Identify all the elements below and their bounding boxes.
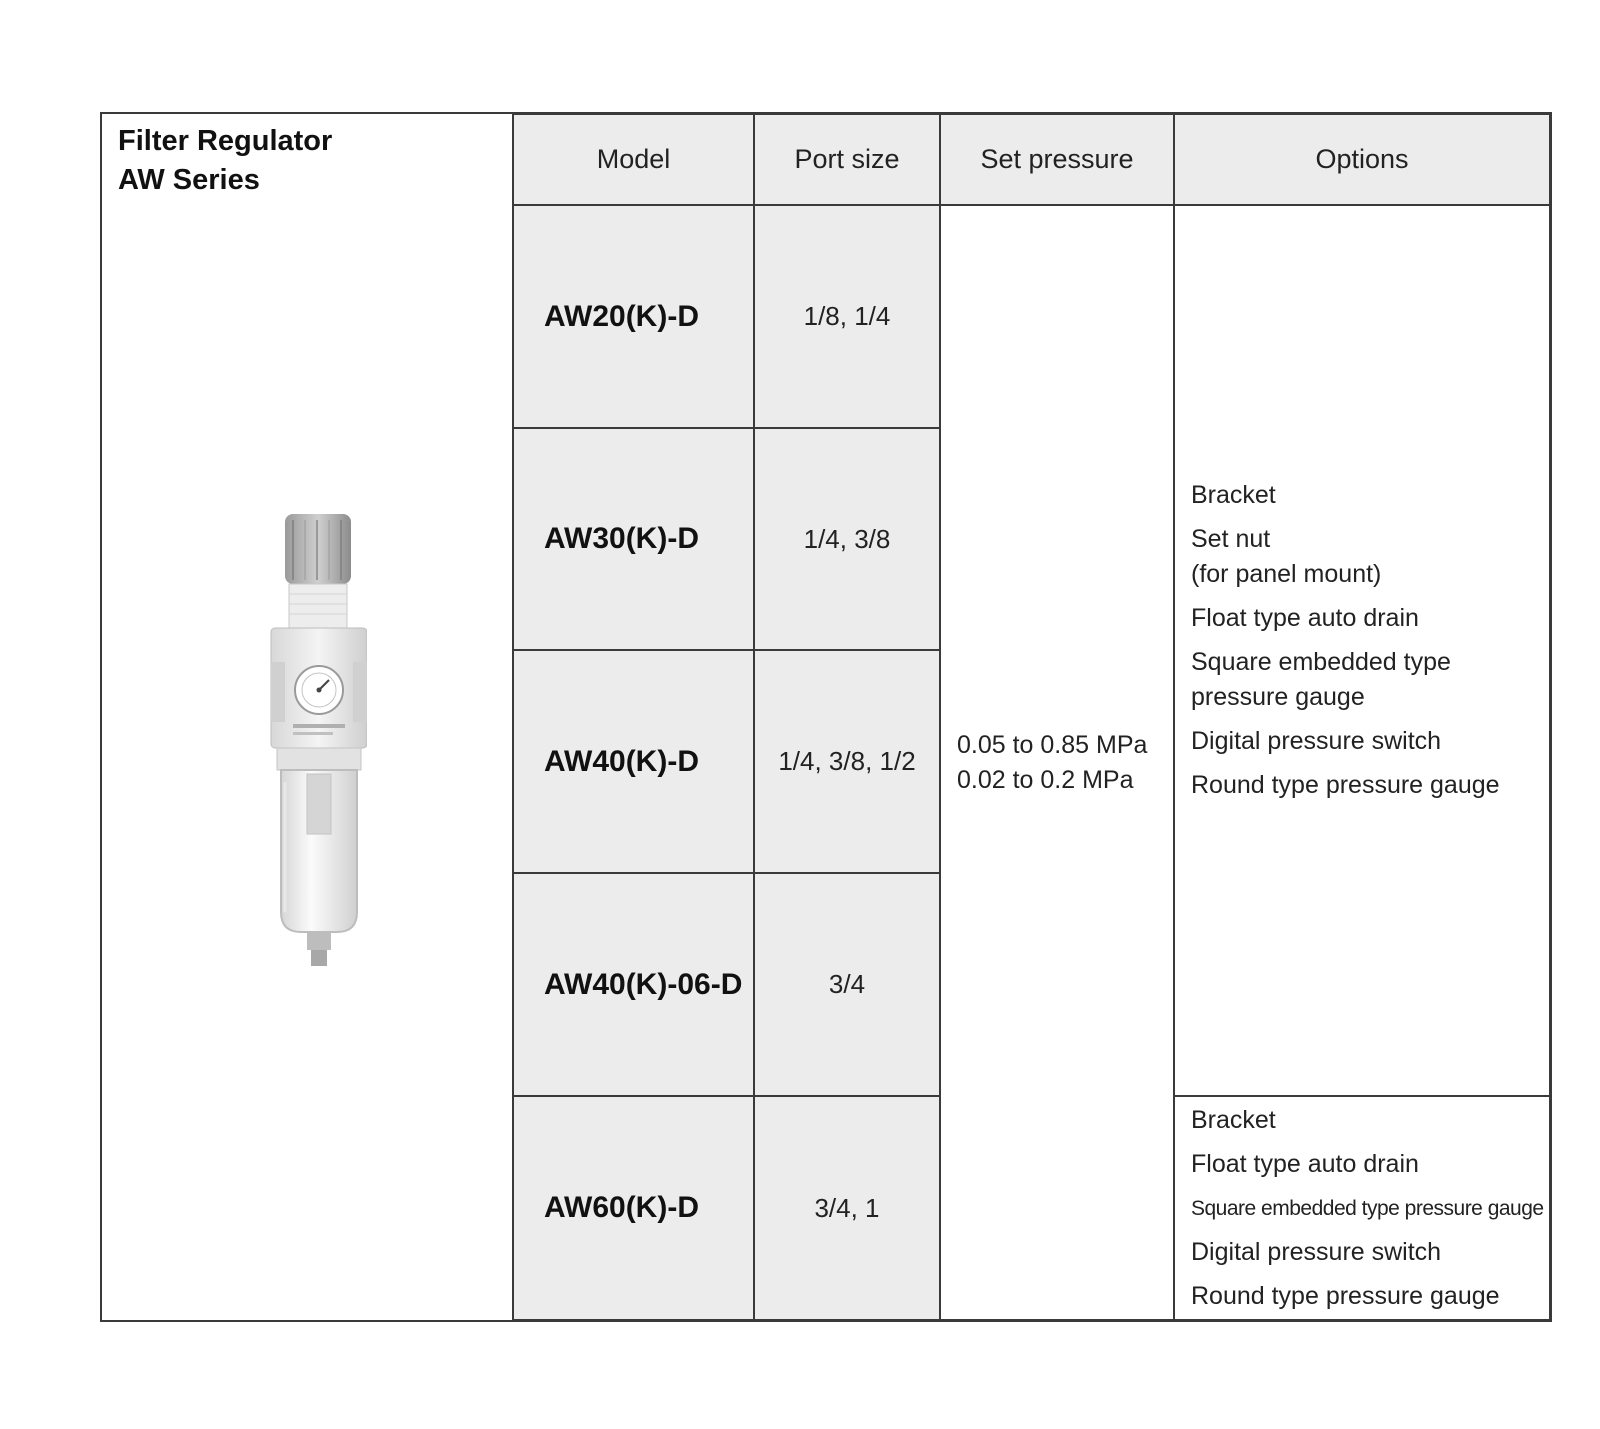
product-title-line1: Filter Regulator <box>118 125 333 157</box>
options-cell-group-1 <box>1174 205 1550 1096</box>
option-item: (for panel mount) <box>1191 560 1382 588</box>
header-port-size: Port size <box>754 114 940 205</box>
option-item: Set nut <box>1191 525 1271 553</box>
option-item: pressure gauge <box>1191 683 1365 711</box>
option-item: Float type auto drain <box>1191 604 1419 632</box>
table-row-port-size: 3/4, 1 <box>754 1096 940 1320</box>
option-item: Digital pressure switch <box>1191 727 1442 755</box>
table-row-model: AW20(K)-D <box>513 205 754 428</box>
spec-table <box>100 112 1552 1322</box>
option-item: Digital pressure switch <box>1191 1238 1442 1266</box>
options-cell-group-2 <box>1174 1096 1550 1320</box>
table-row-model: AW30(K)-D <box>513 428 754 650</box>
option-item: Round type pressure gauge <box>1191 1282 1500 1310</box>
option-item: Round type pressure gauge <box>1191 771 1500 799</box>
set-pressure-range-1: 0.05 to 0.85 MPa <box>957 730 1148 759</box>
table-row-port-size: 1/4, 3/8 <box>754 428 940 650</box>
option-item: Square embedded type pressure gauge <box>1191 1197 1544 1220</box>
product-title <box>118 122 332 200</box>
table-row-model: AW60(K)-D <box>513 1096 754 1320</box>
filter-regulator-product-image <box>267 512 367 972</box>
option-item: Square embedded type <box>1191 648 1451 676</box>
product-cell <box>102 114 513 1320</box>
table-row-port-size: 3/4 <box>754 873 940 1096</box>
option-item: Bracket <box>1191 1106 1276 1134</box>
table-row-model: AW40(K)-06-D <box>513 873 754 1096</box>
header-options: Options <box>1174 114 1550 205</box>
table-row-port-size: 1/4, 3/8, 1/2 <box>754 650 940 873</box>
header-set-pressure: Set pressure <box>940 114 1174 205</box>
option-item: Bracket <box>1191 481 1276 509</box>
table-row-port-size: 1/8, 1/4 <box>754 205 940 428</box>
set-pressure-cell <box>940 205 1174 1320</box>
set-pressure-range-2: 0.02 to 0.2 MPa <box>957 765 1134 794</box>
product-title-line2: AW Series <box>118 164 260 196</box>
option-item: Float type auto drain <box>1191 1150 1419 1178</box>
header-model: Model <box>513 114 754 205</box>
table-row-model: AW40(K)-D <box>513 650 754 873</box>
